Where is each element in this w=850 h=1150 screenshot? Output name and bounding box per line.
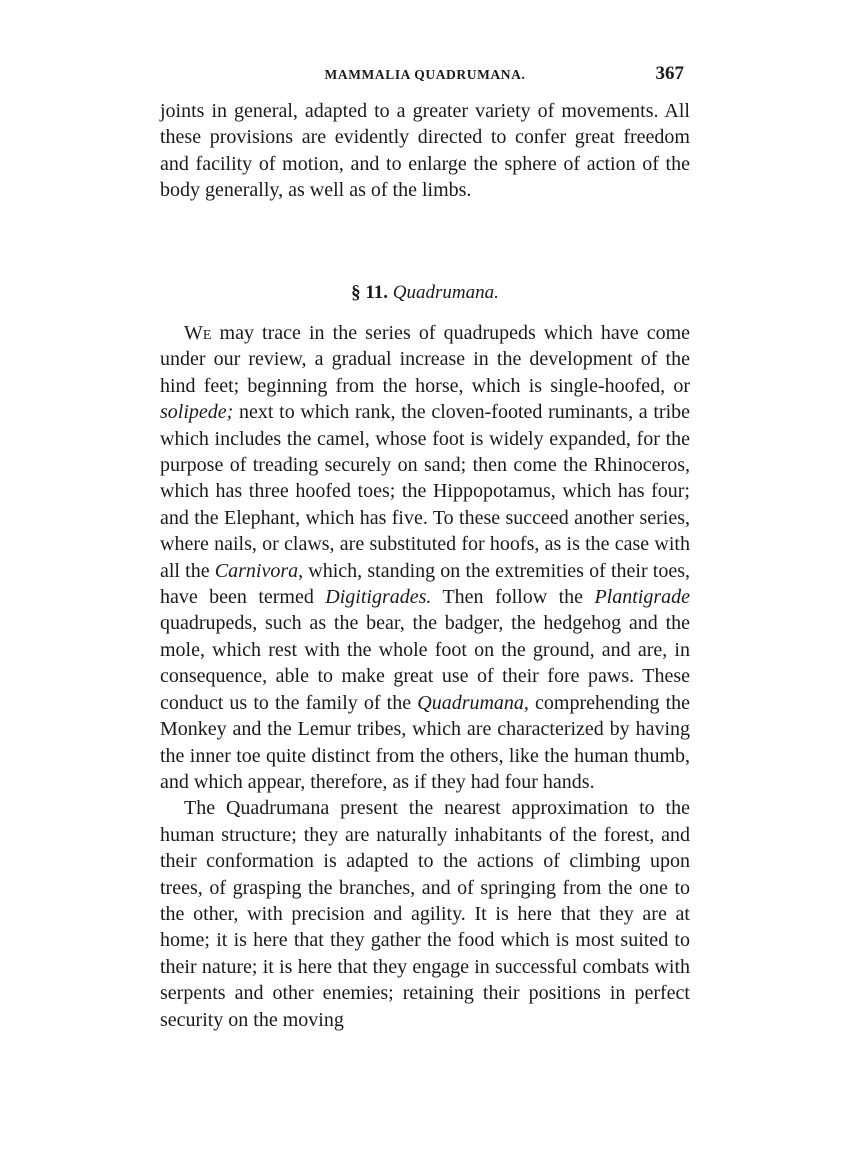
- paragraph-1: [160, 320, 690, 795]
- section-heading: [160, 282, 690, 304]
- section-number: § 11.: [351, 282, 389, 303]
- paragraph-1-text: quadrupeds, such as the bear, the badger, the hedgehog and the mole, which rest with the whole foot on the ground, and are, in consequence, able to make great use of their fore paws. These conduct us to the family of the: [160, 612, 690, 714]
- paragraph-1-text: may trace in the series of quadrupeds which have come under our review, a gradual increase in the development of the hind feet; beginning from the horse, which is single-hoofed, or: [160, 322, 690, 397]
- paragraph-1-text: comprehending the Monkey and the Lemur tribes, which are characterized by having the inner toe quite distinct from the others, like the human thumb, and which appear, therefore, as if they had four hands.: [160, 691, 691, 793]
- section-title: Quadrumana.: [392, 282, 499, 303]
- paragraph-1-text: which, standing on the extremities of their toes, have been termed: [160, 559, 690, 609]
- running-title: MAMMALIA QUADRUMANA.: [324, 67, 526, 82]
- section-body: [160, 320, 690, 1033]
- page-number: 367: [655, 63, 684, 84]
- term-quadrumana: Quadrumana,: [417, 691, 529, 714]
- term-carnivora: Carnivora,: [214, 559, 304, 582]
- running-head: [160, 64, 690, 86]
- drop-word: We: [184, 322, 212, 344]
- term-plantigrade: Plantigrade: [594, 586, 690, 609]
- term-solipede: solipede;: [160, 401, 234, 424]
- term-digitigrades: Digitigrades.: [325, 586, 432, 609]
- continuation-paragraph: joints in general, adapted to a greater variety of movements. All these provisions are evidently directed to confer great freedom and facility of motion, and to enlarge the sphere of action of the body generally, as well as of the limbs.: [160, 100, 690, 202]
- paragraph-1-text: Then follow the: [431, 586, 595, 609]
- paragraph-2: The Quadrumana present the nearest approximation to the human structure; they are naturally inhabitants of the forest, and their conformation is adapted to the actions of climbing upon trees, of grasping the branches, and of springing from the one to the other, with precision and agility. It is here that they are at home; it is here that they gather the food which is most suited to their nature; it is here that they engage in successful combats with serpents and other enemies; retaining their positions in perfect security on the moving: [160, 797, 690, 1031]
- paragraph-1-text: next to which rank, the cloven-footed ruminants, a tribe which includes the camel, whose foot is widely expanded, for the purpose of treading securely on sand; then come the Rhinoceros, which has three hoofed toes; the Hippopotamus, which has four; and the Elephant, which has five. To these succeed another series, where nails, or claws, are substituted for hoofs, as is the case with all the: [160, 401, 690, 582]
